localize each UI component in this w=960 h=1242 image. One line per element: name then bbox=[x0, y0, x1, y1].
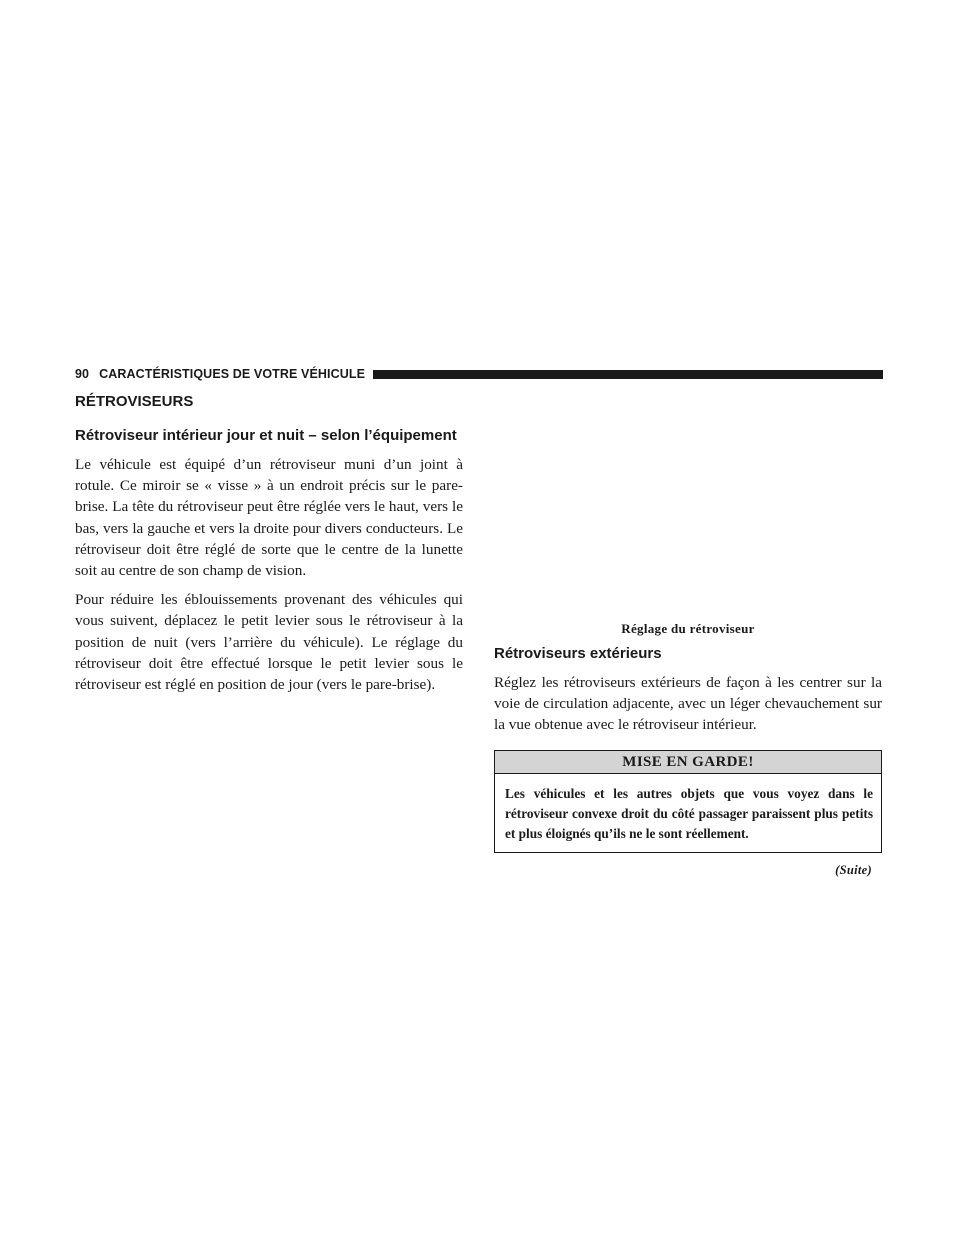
subsection-title-interior-mirror: Rétroviseur intérieur jour et nuit – selon l’équipement bbox=[75, 427, 457, 444]
paragraph: Réglez les rétroviseurs extérieurs de façon à les centrer sur la voie de circulation adjacente, avec un léger chevauchement sur la vue obtenue avec le rétroviseur intérieur. bbox=[494, 674, 882, 734]
paragraph: Pour réduire les éblouissements provenant des véhicules qui vous suivent, déplacez le petit levier sous le rétroviseur à la position de nuit (vers l’arrière du véhicule). Le réglage du rétroviseur doit être effectué lorsque le petit levier sous le rétroviseur est réglé en position de jour (vers le pare-brise). bbox=[75, 591, 463, 694]
continued-label: (Suite) bbox=[835, 862, 872, 877]
page-number: 90 bbox=[75, 367, 90, 381]
page-header bbox=[75, 364, 883, 384]
warning-box bbox=[494, 750, 882, 853]
warning-title: MISE EN GARDE! bbox=[495, 751, 881, 774]
left-column bbox=[75, 392, 463, 703]
subsection-title-exterior-mirrors: Rétroviseurs extérieurs bbox=[494, 645, 662, 662]
section-title: RÉTROVISEURS bbox=[75, 393, 194, 410]
header-rule bbox=[373, 370, 883, 379]
chapter-title: CARACTÉRISTIQUES DE VOTRE VÉHICULE bbox=[99, 367, 366, 381]
warning-text: Les véhicules et les autres objets que vous voyez dans le rétroviseur convexe droit du côté passager paraissent plus petits et plus éloignés qu’ils ne le sont réellement. bbox=[505, 785, 873, 841]
right-column bbox=[494, 620, 882, 878]
figure-caption: Réglage du rétroviseur bbox=[621, 621, 755, 636]
paragraph: Le véhicule est équipé d’un rétroviseur muni d’un joint à rotule. Ce miroir se « visse » à un endroit précis sur le pare-brise. La tête du rétroviseur peut être réglée vers le haut, vers le bas, vers la gauche et vers la droite pour divers conducteurs. Le rétroviseur doit être réglé de sorte que le centre de la lunette soit au centre de son champ de vision. bbox=[75, 456, 463, 580]
